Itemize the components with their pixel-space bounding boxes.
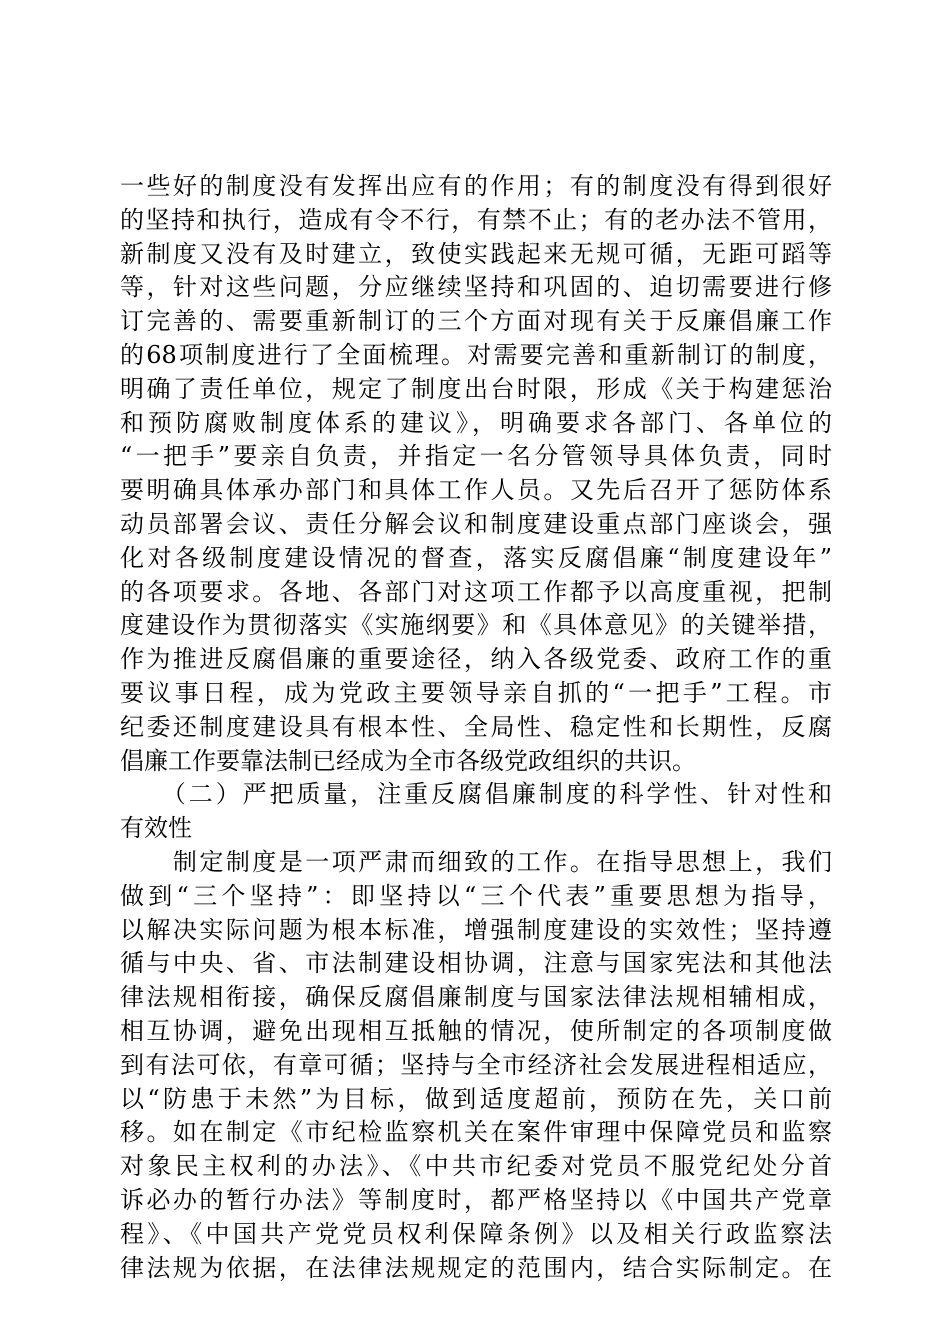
text-line: 化对各级制度建设情况的督查，落实反腐倡廉“制度建设年” xyxy=(120,543,832,572)
text-line: 到有法可依，有章可循；坚持与全市经济社会发展进程相适应， xyxy=(120,1050,832,1079)
text-line: 一些好的制度没有发挥出应有的作用；有的制度没有得到很好 xyxy=(120,172,832,200)
section-heading-line: （二）严把质量，注重反腐倡廉制度的科学性、针对性和 xyxy=(120,780,832,809)
text-line: 诉必办的暂行办法》等制度时，都严格坚持以《中国共产党章 xyxy=(120,1185,832,1214)
text-line: 作为推进反腐倡廉的重要途径，纳入各级党委、政府工作的重 xyxy=(120,645,832,674)
section-heading-line: 有效性 xyxy=(120,814,192,843)
text-line: 对象民主权利的办法》、《中共市纪委对党员不服党纪处分首 xyxy=(120,1152,832,1181)
text-line: 纪委还制度建设具有根本性、全局性、稳定性和长期性，反腐 xyxy=(120,712,832,741)
text-line: 新制度又没有及时建立，致使实践起来无规可循，无距可蹈等 xyxy=(120,239,832,268)
text-line: 移。如在制定《市纪检监察机关在案件审理中保障党员和监察 xyxy=(120,1118,832,1147)
text-line: 制定制度是一项严肃而细致的工作。在指导思想上，我们 xyxy=(120,847,832,876)
text-line: 和预防腐败制度体系的建议》，明确要求各部门、各单位的 xyxy=(120,408,832,437)
text-line: 明确了责任单位，规定了制度出台时限，形成《关于构建惩治 xyxy=(120,374,832,403)
text-line: 律法规为依据，在法律法规规定的范围内，结合实际制定。在 xyxy=(120,1253,832,1282)
text-line: 程》、《中国共产党党员权利保障条例》以及相关行政监察法 xyxy=(120,1219,832,1248)
text-line: 以解决实际问题为根本标准，增强制度建设的实效性；坚持遵 xyxy=(120,915,832,944)
text-line: 要明确具体承办部门和具体工作人员。又先后召开了惩防体系 xyxy=(120,476,832,505)
text-line: 动员部署会议、责任分解会议和制度建设重点部门座谈会，强 xyxy=(120,509,832,538)
text-line: 的68项制度进行了全面梳理。对需要完善和重新制订的制度， xyxy=(120,340,832,369)
text-line: 度建设作为贯彻落实《实施纲要》和《具体意见》的关键举措， xyxy=(120,611,832,640)
text-line: 订完善的、需要重新制订的三个方面对现有关于反廉倡廉工作 xyxy=(120,307,832,336)
text-line: 等，针对这些问题，分应继续坚持和巩固的、迫切需要进行修 xyxy=(120,273,832,302)
text-line: 的坚持和执行，造成有令不行，有禁不止；有的老办法不管用， xyxy=(120,205,832,234)
text-line: 相互协调，避免出现相互抵触的情况，使所制定的各项制度做 xyxy=(120,1016,832,1045)
text-line: 倡廉工作要靠法制已经成为全市各级党政组织的共识。 xyxy=(120,746,696,775)
text-line: 循与中央、省、市法制建设相协调，注意与国家宪法和其他法 xyxy=(120,949,832,978)
text-line: 的各项要求。各地、各部门对这项工作都予以高度重视，把制 xyxy=(120,577,832,606)
text-line: 要议事日程，成为党政主要领导亲自抓的“一把手”工程。市 xyxy=(120,678,832,707)
text-line: 做到“三个坚持”：即坚持以“三个代表”重要思想为指导， xyxy=(120,881,832,910)
text-line: “一把手”要亲自负责，并指定一名分管领导具体负责，同时 xyxy=(120,442,832,471)
text-line: 律法规相衔接，确保反腐倡廉制度与国家法律法规相辅相成， xyxy=(120,983,832,1012)
text-line: 以“防患于未然”为目标，做到适度超前，预防在先，关口前 xyxy=(120,1084,832,1113)
document-body xyxy=(120,170,832,1285)
